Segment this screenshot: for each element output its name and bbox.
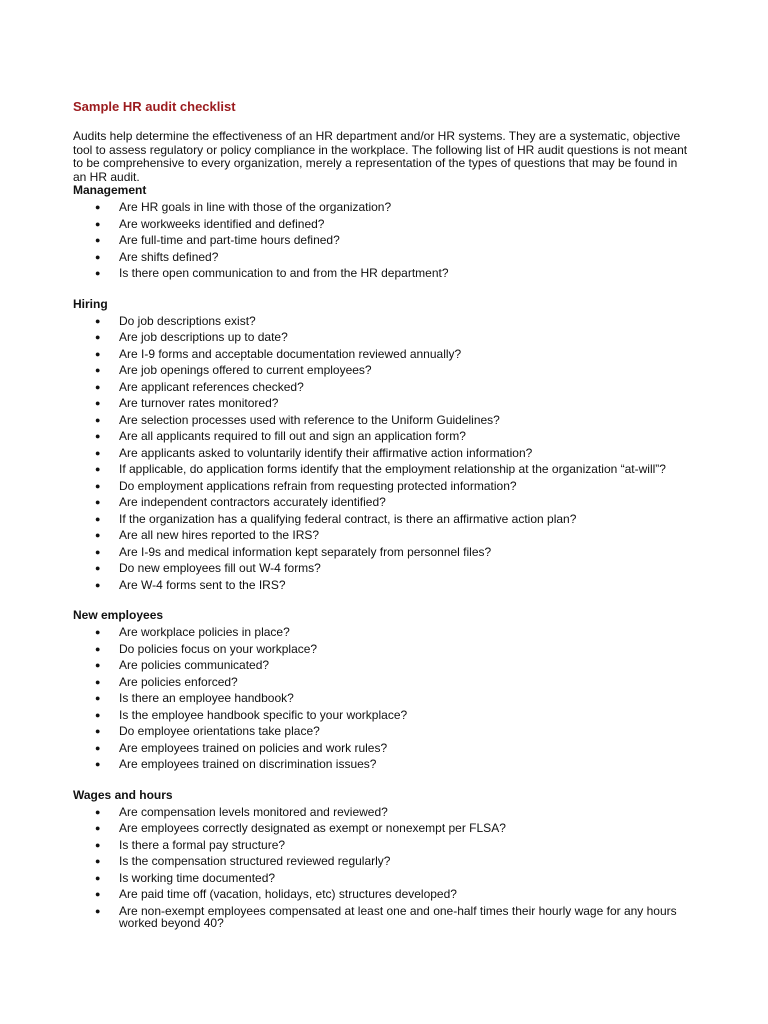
checklist-item-text: Are HR goals in line with those of the organization? — [119, 200, 392, 214]
bullet-icon: ● — [95, 315, 101, 326]
checklist-item — [73, 546, 693, 559]
checklist-item-text: Is the compensation structured reviewed regularly? — [119, 854, 391, 868]
checklist-item — [73, 480, 693, 493]
checklist-item-text: Are selection processes used with reference to the Uniform Guidelines? — [119, 412, 500, 427]
section-spacer — [73, 595, 693, 609]
checklist-sections — [73, 184, 693, 930]
checklist-item — [73, 513, 693, 526]
checklist-item-text: Are employees trained on policies and work rules? — [119, 740, 388, 755]
checklist-item — [73, 381, 693, 394]
checklist-item-text: Are W-4 forms sent to the IRS? — [119, 577, 286, 592]
checklist-item-text: Are full-time and part-time hours defined? — [119, 233, 340, 247]
checklist-item — [73, 806, 693, 819]
checklist-item — [73, 725, 693, 738]
checklist-section-wages-and-hours — [73, 789, 693, 930]
checklist-item — [73, 676, 693, 689]
checklist-item — [73, 742, 693, 755]
bullet-icon: ● — [95, 856, 101, 866]
checklist-item-text: Are compensation levels monitored and reviewed? — [119, 804, 388, 819]
bullet-icon: ● — [95, 889, 101, 899]
bullet-icon: ● — [95, 202, 101, 212]
checklist-item — [73, 447, 693, 460]
checklist-item-text: Are independent contractors accurately identified? — [119, 495, 386, 509]
checklist-item — [73, 414, 693, 427]
checklist-item — [73, 348, 693, 361]
checklist-item-text: Is there open communication to and from the HR department? — [119, 266, 449, 280]
bullet-icon: ● — [95, 414, 101, 425]
bullet-icon: ● — [95, 431, 101, 441]
checklist-section-new-employees — [73, 609, 693, 789]
bullet-icon: ● — [95, 398, 101, 408]
checklist-item-text: Are policies communicated? — [119, 658, 270, 672]
bullet-icon: ● — [95, 872, 101, 883]
bullet-icon: ● — [95, 332, 101, 342]
checklist-item-text: Are workweeks identified and defined? — [119, 216, 325, 231]
checklist-item — [73, 267, 693, 280]
intro-paragraph: Audits help determine the effectiveness of an HR department and/or HR systems. They are a systematic, objective tool to assess regulatory or policy compliance in the workplace. The following list of HR audit questions is not meant to be comprehensive to every organization, merely a representation of the types of questions that may be found in an HR audit. — [73, 129, 688, 184]
checklist-item-text: Are employees correctly designated as exempt or nonexempt per FLSA? — [119, 821, 506, 835]
checklist-item-text: Is working time documented? — [119, 870, 276, 885]
bullet-icon: ● — [95, 579, 101, 590]
checklist-item-text: If the organization has a qualifying federal contract, is there an affirmative action plan? — [119, 511, 577, 526]
bullet-icon: ● — [95, 759, 101, 769]
checklist-item-text: Do job descriptions exist? — [119, 313, 256, 328]
checklist-item-text: Do policies focus on your workplace? — [119, 641, 318, 656]
checklist-item — [73, 251, 693, 264]
checklist-item — [73, 855, 693, 868]
bullet-icon: ● — [95, 627, 101, 637]
checklist-item — [73, 364, 693, 377]
bullet-icon: ● — [95, 546, 101, 557]
bullet-icon: ● — [95, 839, 101, 850]
section-spacer — [73, 284, 693, 298]
checklist-item — [73, 397, 693, 410]
checklist-item — [73, 709, 693, 722]
checklist-section-hiring — [73, 298, 693, 610]
document-title: Sample HR audit checklist — [73, 99, 236, 114]
checklist-item-text: Is the employee handbook specific to your workplace? — [119, 707, 408, 722]
checklist-list — [73, 806, 693, 930]
section-heading: Hiring — [73, 296, 108, 311]
checklist-item-text: Are I-9 forms and acceptable documentation reviewed annually? — [119, 346, 462, 361]
bullet-icon: ● — [95, 530, 101, 540]
bullet-icon: ● — [95, 676, 101, 687]
bullet-icon: ● — [95, 693, 101, 703]
bullet-icon: ● — [95, 235, 101, 245]
bullet-icon: ● — [95, 643, 101, 654]
checklist-item-text: Are job openings offered to current employees? — [119, 363, 372, 377]
checklist-list — [73, 315, 693, 592]
bullet-icon: ● — [95, 268, 101, 278]
section-heading: Management — [73, 183, 147, 197]
checklist-item-text: Are I-9s and medical information kept separately from personnel files? — [119, 544, 492, 559]
checklist-item — [73, 562, 693, 575]
bullet-icon: ● — [95, 905, 101, 916]
checklist-item — [73, 579, 693, 592]
bullet-icon: ● — [95, 513, 101, 524]
checklist-item-text: Are non-exempt employees compensated at least one and one-half times their hourly wage for any hours worked beyond 40? — [119, 903, 677, 930]
checklist-item-text: Are turnover rates monitored? — [119, 396, 279, 410]
checklist-item-text: Are all applicants required to fill out and sign an application form? — [119, 429, 466, 443]
section-heading: New employees — [73, 608, 164, 622]
bullet-icon: ● — [95, 365, 101, 375]
bullet-icon: ● — [95, 497, 101, 507]
checklist-item — [73, 234, 693, 247]
checklist-list — [73, 626, 693, 771]
bullet-icon: ● — [95, 480, 101, 491]
checklist-item-text: Is there an employee handbook? — [119, 691, 294, 705]
checklist-item — [73, 839, 693, 852]
checklist-item-text: Are applicants asked to voluntarily identify their affirmative action information? — [119, 445, 533, 460]
checklist-item — [73, 315, 693, 328]
checklist-item-text: Are policies enforced? — [119, 674, 238, 689]
document-page — [73, 99, 693, 934]
bullet-icon: ● — [95, 742, 101, 753]
bullet-icon: ● — [95, 381, 101, 392]
checklist-item-text: Are job descriptions up to date? — [119, 330, 288, 344]
section-heading: Wages and hours — [73, 787, 173, 802]
checklist-item-text: Do employee orientations take place? — [119, 724, 320, 738]
checklist-item — [73, 201, 693, 214]
checklist-item-text: Do employment applications refrain from requesting protected information? — [119, 478, 517, 493]
checklist-item — [73, 822, 693, 835]
bullet-icon: ● — [95, 464, 101, 474]
checklist-item — [73, 643, 693, 656]
bullet-icon: ● — [95, 823, 101, 833]
bullet-icon: ● — [95, 218, 101, 229]
checklist-item-text: Are applicant references checked? — [119, 379, 304, 394]
checklist-item-text: Are paid time off (vacation, holidays, etc) structures developed? — [119, 887, 457, 901]
checklist-item-text: Are all new hires reported to the IRS? — [119, 528, 320, 542]
bullet-icon: ● — [95, 726, 101, 736]
checklist-item — [73, 888, 693, 901]
checklist-item — [73, 758, 693, 771]
checklist-list — [73, 201, 693, 280]
checklist-item — [73, 218, 693, 231]
checklist-item — [73, 529, 693, 542]
bullet-icon: ● — [95, 447, 101, 458]
checklist-item-text: Is there a formal pay structure? — [119, 837, 286, 852]
checklist-item-text: Are employees trained on discrimination issues? — [119, 757, 377, 771]
checklist-item — [73, 905, 693, 930]
bullet-icon: ● — [95, 348, 101, 359]
checklist-item — [73, 496, 693, 509]
checklist-item — [73, 430, 693, 443]
bullet-icon: ● — [95, 806, 101, 817]
checklist-item — [73, 692, 693, 705]
bullet-icon: ● — [95, 709, 101, 720]
checklist-item-text: Are shifts defined? — [119, 249, 219, 264]
checklist-item — [73, 659, 693, 672]
bullet-icon: ● — [95, 660, 101, 670]
checklist-item — [73, 463, 693, 476]
checklist-item — [73, 331, 693, 344]
section-spacer — [73, 775, 693, 789]
bullet-icon: ● — [95, 251, 101, 262]
checklist-item — [73, 626, 693, 639]
checklist-item-text: Do new employees fill out W-4 forms? — [119, 561, 321, 575]
checklist-item-text: If applicable, do application forms identify that the employment relationship at the organization “at-will”? — [119, 462, 666, 476]
checklist-section-management — [73, 184, 693, 298]
checklist-item-text: Are workplace policies in place? — [119, 625, 290, 639]
bullet-icon: ● — [95, 563, 101, 573]
checklist-item — [73, 872, 693, 885]
